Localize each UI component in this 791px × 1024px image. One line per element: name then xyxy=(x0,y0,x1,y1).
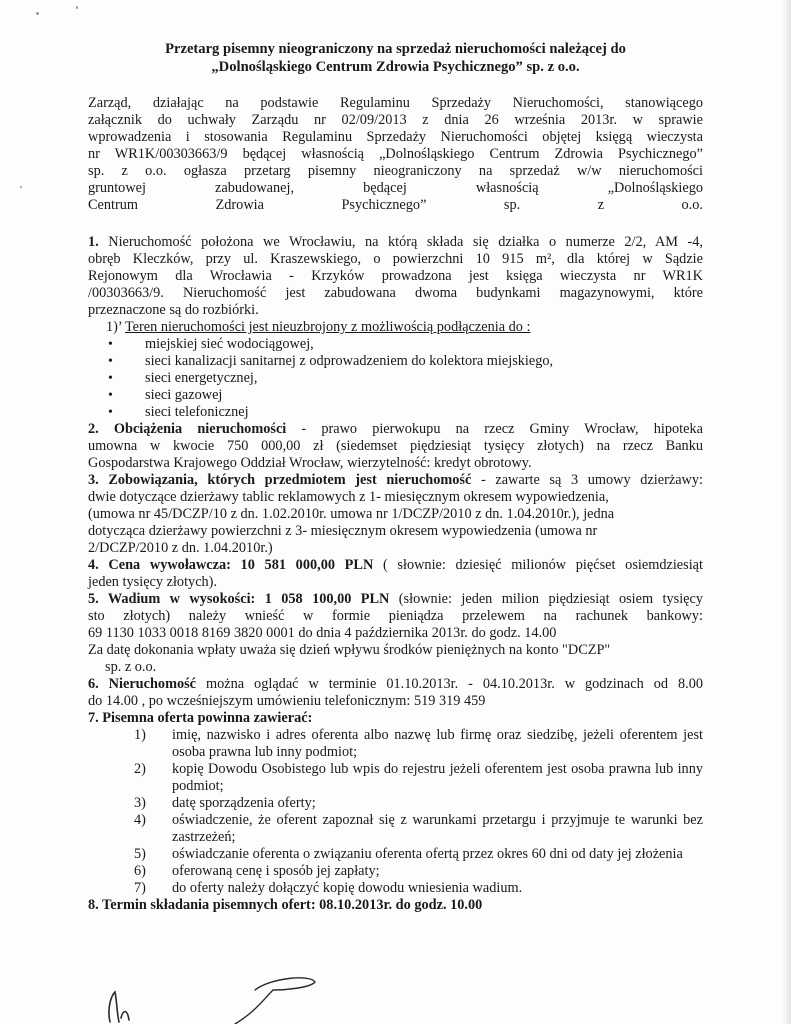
section-text: obręb Kleczków, przy ul. Kraszewskiego, o powierzchni 10 915 m², dla której w Sądzie xyxy=(88,251,703,267)
scan-speck xyxy=(76,6,78,9)
offer-requirements-list xyxy=(88,727,703,897)
section-1 xyxy=(88,234,703,421)
sub-label: 1)’ xyxy=(106,319,125,335)
section-text: Rejonowym dla Wrocławia - Krzyków prowadzona jest księga wieczysta nr WR1K xyxy=(88,268,703,284)
list-item: • sieci gazowej xyxy=(106,387,703,404)
list-item xyxy=(88,727,703,761)
section-text: sp. z o.o. xyxy=(105,659,157,675)
item-text: do oferty należy dołączyć kopię dowodu wniesienia wadium. xyxy=(172,880,523,896)
item-text: oświadczanie oferenta o związaniu oferenta ofertą przez okres 60 dni od daty jej złożenia xyxy=(172,846,683,862)
title-line-1: Przetarg pisemny nieograniczony na sprzedaż nieruchomości należącej do xyxy=(165,41,626,57)
intro-paragraph xyxy=(88,95,703,214)
item-number: 7) xyxy=(134,880,146,896)
intro-line: Zarząd, działając na podstawie Regulaminu Sprzedaży Nieruchomości, stanowiącego xyxy=(88,95,703,111)
intro-line: wprowadzenia i stosowania Regulaminu Sprzedaży Nieruchomości objętej księgą wieczysta xyxy=(88,129,703,145)
section-text: przeznaczone są do rozbiórki. xyxy=(88,302,259,318)
section-text: dotycząca dzierżawy powierzchni z 3- miesięcznym okresem wypowiedzenia (umowa nr xyxy=(88,523,598,539)
scan-edge-shadow xyxy=(781,0,791,1024)
scan-speck xyxy=(20,186,22,188)
section-text: Gospodarstwa Krajowego Oddział Wrocław, wierzytelność: kredyt obrotowy. xyxy=(88,455,532,471)
item-number: 2) xyxy=(134,761,146,777)
section-heading: 4. Cena wywoławcza: 10 581 000,00 PLN xyxy=(88,557,374,573)
section-6 xyxy=(88,676,703,710)
section-7 xyxy=(88,710,703,897)
section-text: 69 1130 1033 0018 8169 3820 0001 do dnia 4 października 2013r. do godz. 14.00 xyxy=(88,625,557,641)
list-item: • miejskiej sieć wodociągowej, xyxy=(106,336,703,353)
section-text: Nieruchomość położona we Wrocławiu, na którą składa się działka o numerze 2/2, AM -4, xyxy=(98,234,703,250)
section-text: Za datę dokonania wpłaty uważa się dzień wpływu środków pieniężnych na konto "DCZP" xyxy=(88,642,611,658)
section-3 xyxy=(88,472,703,557)
section-8 xyxy=(88,897,703,914)
section-text: - prawo pierwokupu na rzecz Gminy Wrocław, hipoteka xyxy=(286,421,703,437)
intro-line: Centrum Zdrowia Psychicznego” sp. z o.o. xyxy=(88,197,703,213)
handwritten-signature xyxy=(105,968,345,1024)
section-text: ( słownie: dziesięć milionów pięćset osiemdziesiąt xyxy=(373,557,703,573)
list-item xyxy=(88,846,703,863)
item-text: oświadczenie, że oferent zapoznał się z warunkami przetargu i przyjmuje te warunki bez zastrzeżeń; xyxy=(172,812,703,845)
item-text: imię, nazwisko i adres oferenta albo nazwę lub firmę oraz siedzibę, jeżeli oferentem jest osoba prawna lub inny podmiot; xyxy=(172,727,703,760)
intro-line: gruntowej zabudowanej, będącej własnością „Dolnośląskiego xyxy=(88,180,703,196)
section-text: - zawarte są 3 umowy dzierżawy: xyxy=(471,472,703,488)
section-5 xyxy=(88,591,703,676)
section-text: dwie dotyczące dzierżawy tablic reklamowych z 1- miesięcznym okresem wypowiedzenia, xyxy=(88,489,609,505)
section-2 xyxy=(88,421,703,472)
item-number: 4) xyxy=(134,812,146,828)
section-number: 1. xyxy=(88,234,99,250)
section-text: jeden tysięcy złotych). xyxy=(88,574,218,590)
title-line-2: „Dolnośląskiego Centrum Zdrowia Psychicznego” sp. z o.o. xyxy=(211,59,580,75)
intro-line: sp. z o.o. ogłasza przetarg pisemny nieograniczony na sprzedaż w/w nieruchomości xyxy=(88,163,703,179)
intro-line: załącznik do uchwały Zarządu nr 02/09/2013 z dnia 26 września 2013r. w sprawie xyxy=(88,112,703,128)
deadline-date: 08.10.2013r. do godz. 10.00 xyxy=(319,897,483,913)
scan-speck xyxy=(36,12,39,15)
section-text: do 14.00 , po wcześniejszym umówieniu telefonicznym: 519 319 459 xyxy=(88,693,486,709)
list-item xyxy=(88,761,703,795)
item-text: kopię Dowodu Osobistego lub wpis do rejestru jeżeli oferentem jest osoba prawna lub inny podmiot; xyxy=(172,761,703,794)
section-heading: 8. Termin składania pisemnych ofert: xyxy=(88,897,320,913)
section-heading: 6. Nieruchomość xyxy=(88,676,197,692)
section-text: można oglądać w terminie 01.10.2013r. - 04.10.2013r. w godzinach od 8.00 xyxy=(196,676,703,692)
section-text: 2/DCZP/2010 z dn. 1.04.2010r.) xyxy=(88,540,273,556)
utilities-list xyxy=(88,336,703,421)
item-number: 3) xyxy=(134,795,146,811)
section-text: /00303663/9. Nieruchomość jest zabudowana dwoma budynkami magazynowymi, które xyxy=(88,285,703,301)
list-item: • sieci telefonicznej xyxy=(106,404,703,421)
section-heading: 7. Pisemna oferta powinna zawierać: xyxy=(88,710,313,726)
section-text: umowna w kwocie 750 000,00 zł (siedemset piędziesiąt tysięcy złotych) na rzecz Banku xyxy=(88,438,703,454)
utilities-heading: Teren nieruchomości jest nieuzbrojony z możliwością podłączenia do : xyxy=(124,319,531,335)
item-number: 1) xyxy=(134,727,146,743)
section-text: sto złotych) należy wnieść w formie pieniądza przelewem na rachunek bankowy: xyxy=(88,608,703,624)
section-heading: 2. Obciążenia nieruchomości xyxy=(88,421,287,437)
item-text: oferowaną cenę i sposób jej zapłaty; xyxy=(172,863,380,879)
section-4 xyxy=(88,557,703,591)
section-text: (umowa nr 45/DCZP/10 z dn. 1.02.2010r. umowa nr 1/DCZP/2010 z dn. 1.04.2010r.), jedna xyxy=(88,506,615,522)
list-item xyxy=(88,880,703,897)
list-item xyxy=(88,812,703,846)
section-heading: 3. Zobowiązania, których przedmiotem jest nieruchomość xyxy=(88,472,472,488)
section-heading: 5. Wadium w wysokości: 1 058 100,00 PLN xyxy=(88,591,390,607)
item-number: 5) xyxy=(134,846,146,862)
item-text: datę sporządzenia oferty; xyxy=(172,795,316,811)
document-title xyxy=(88,40,703,76)
intro-line: nr WR1K/00303663/9 będącej własnością „Dolnośląskiego Centrum Zdrowia Psychicznego” xyxy=(88,146,703,162)
list-item: • sieci kanalizacji sanitarnej z odprowadzeniem do kolektora miejskiego, xyxy=(106,353,703,370)
document-body xyxy=(88,95,703,914)
list-item xyxy=(88,795,703,812)
section-text: (słownie: jeden milion piędziesiąt osiem tysięcy xyxy=(389,591,703,607)
item-number: 6) xyxy=(134,863,146,879)
list-item xyxy=(88,863,703,880)
list-item: • sieci energetycznej, xyxy=(106,370,703,387)
